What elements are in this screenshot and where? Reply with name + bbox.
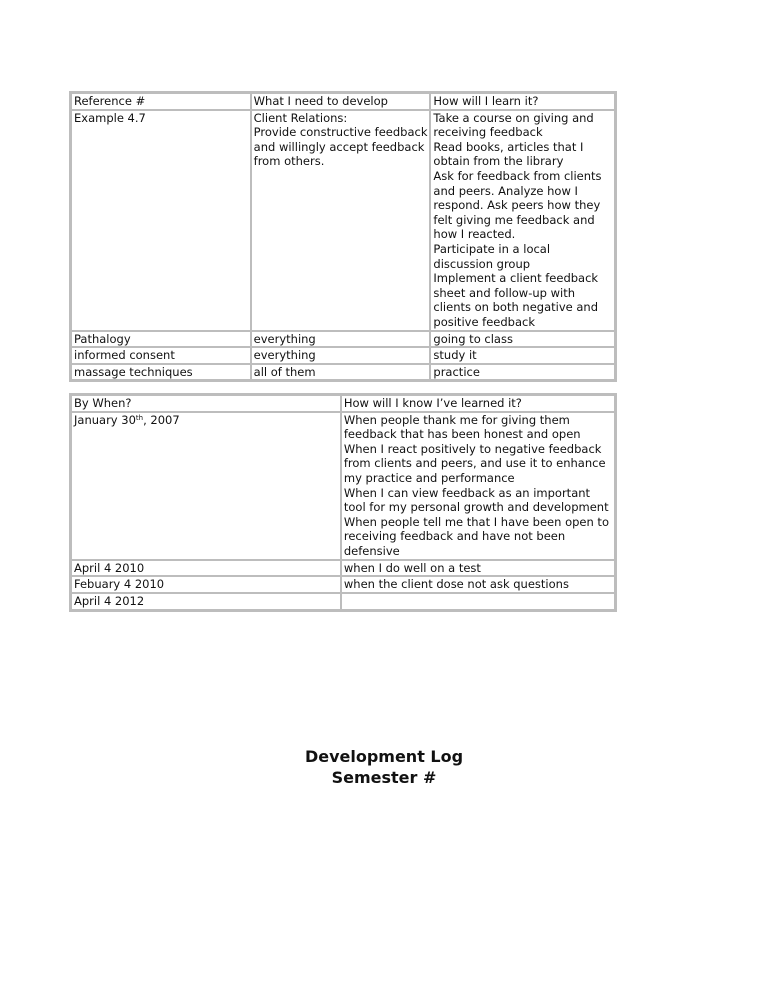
header-how-to-know: How will I know I’ve learned it? <box>341 395 615 412</box>
table-row <box>71 412 615 560</box>
cell-reference: massage techniques <box>71 364 251 381</box>
page-title: Development Log <box>304 747 464 766</box>
table-row <box>71 593 615 610</box>
cell-reference: Example 4.7 <box>71 110 251 331</box>
development-plan-table <box>69 91 617 382</box>
cell-when: April 4 2012 <box>71 593 341 610</box>
date-ordinal-suffix: th <box>135 413 144 422</box>
table-row <box>71 110 615 331</box>
table-row <box>71 576 615 593</box>
cell-develop: all of them <box>251 364 431 381</box>
page-subtitle: Semester # <box>331 768 437 787</box>
cell-when: April 4 2010 <box>71 560 341 577</box>
cell-learn: practice <box>430 364 615 381</box>
header-reference: Reference # <box>71 93 251 110</box>
cell-develop: everything <box>251 331 431 348</box>
cell-learn: study it <box>430 347 615 364</box>
cell-when <box>71 412 341 560</box>
cell-reference: informed consent <box>71 347 251 364</box>
timeline-table <box>69 393 617 612</box>
cell-develop: everything <box>251 347 431 364</box>
cell-know: when I do well on a test <box>341 560 615 577</box>
cell-know: When people thank me for giving them feedback that has been honest and open When I react positively to negative feedback from clients and peers, and use it to enhance my practice and performance When I can view feedback as an important tool for my personal growth and development When people tell me that I have been open to receiving feedback and have not been defensive <box>341 412 615 560</box>
cell-know <box>341 593 615 610</box>
table-row <box>71 364 615 381</box>
cell-develop: Client Relations: Provide constructive feedback and willingly accept feedback from others. <box>251 110 431 331</box>
table-header-row <box>71 395 615 412</box>
header-how-to-learn: How will I learn it? <box>430 93 615 110</box>
cell-when: Febuary 4 2010 <box>71 576 341 593</box>
table-row <box>71 347 615 364</box>
date-year: , 2007 <box>143 412 180 427</box>
table-row <box>71 331 615 348</box>
cell-learn: going to class <box>430 331 615 348</box>
date-day: January 30 <box>74 412 136 427</box>
cell-know: when the client dose not ask questions <box>341 576 615 593</box>
cell-learn: Take a course on giving and receiving feedback Read books, articles that I obtain from the library Ask for feedback from clients and peers. Analyze how I respond. Ask peers how they felt giving me feedback and how I reacted. Participate in a local discussion group Implement a client feedback sheet and follow-up with clients on both negative and positive feedback <box>430 110 615 331</box>
table-row <box>71 560 615 577</box>
header-by-when: By When? <box>71 395 341 412</box>
header-what-to-develop: What I need to develop <box>251 93 431 110</box>
table-header-row <box>71 93 615 110</box>
cell-reference: Pathalogy <box>71 331 251 348</box>
